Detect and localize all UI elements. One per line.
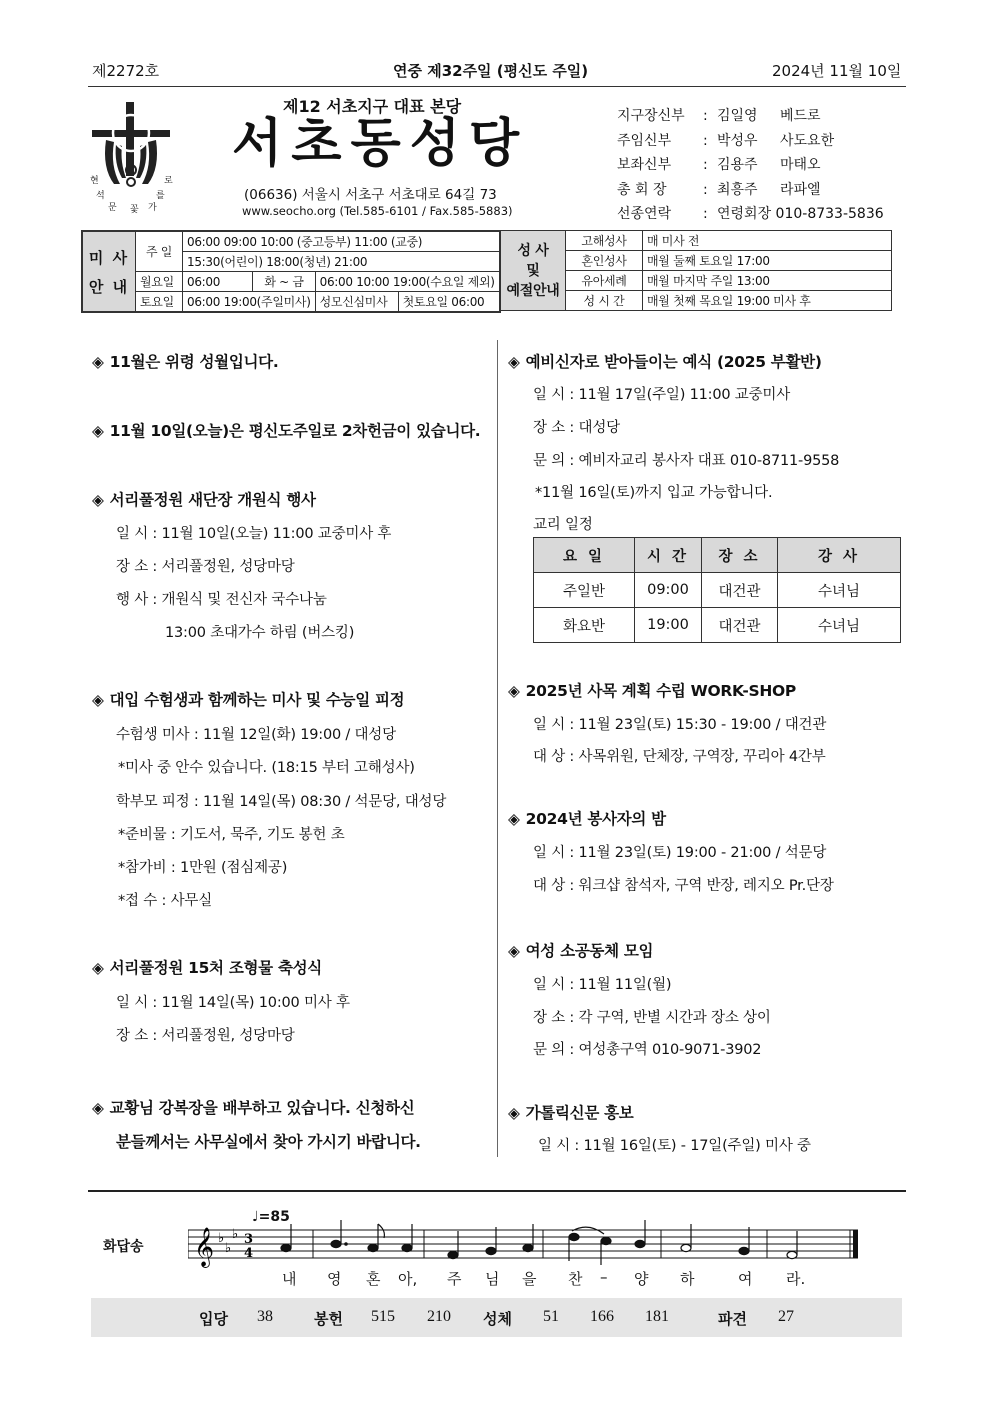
lyric-syllable: 님: [485, 1270, 500, 1288]
entrance-hymn: 38: [257, 1308, 273, 1325]
liturgy-title: 연중 제32주일 (평신도 주일): [393, 62, 589, 80]
column-divider: [497, 340, 498, 1157]
offertory-label: 봉헌: [314, 1310, 343, 1328]
staff-row: 주임신부 : 박성우 사도요한: [617, 132, 835, 149]
notice-heading: ◈ 11월 10일(오늘)은 평신도주일로 2차헌금이 있습니다.: [92, 422, 481, 440]
svg-text:𝄞: 𝄞: [194, 1227, 215, 1267]
sacrament-label: 성 사 및 예절안내: [501, 231, 566, 311]
notice-heading: ◈ 여성 소공동체 모임: [508, 942, 654, 960]
notice-heading: ◈ 서리풀정원 15처 조형물 축성식: [92, 959, 322, 977]
svg-text:4: 4: [244, 1246, 254, 1261]
lyric-syllable: 라.: [786, 1270, 806, 1288]
notice-heading: ◈ 예비신자로 받아들이는 예식 (2025 부활반): [508, 353, 822, 371]
lyric-syllable: 혼: [366, 1270, 381, 1288]
notice-heading: ◈ 11월은 위령 성월입니다.: [92, 353, 279, 371]
notice-heading: ◈ 가톨릭신문 홍보: [508, 1104, 634, 1122]
mass-label: 미 사 안 내: [82, 231, 136, 312]
staff-row: 총 회 장 : 최흥주 라파엘: [617, 181, 821, 198]
notice-heading: ◈ 2024년 봉사자의 밤: [508, 810, 666, 828]
communion-hymn: 181: [645, 1308, 669, 1325]
svg-text:♭: ♭: [218, 1231, 225, 1246]
mass-schedule-table: 미 사 안 내 주 일 06:00 09:00 10:00 (중고등부) 11:00 (교중) 15:30(어린이) 18:00(청년) 21:00 월요일 06:00 화 ~ 금 06:00 10:00 19:00(수요일 제외) 토요일 06:00 19:00(주일미사) 성모신심미사 첫토요일 06:00: [81, 230, 501, 313]
notice-heading: ◈ 대입 수험생과 함께하는 미사 및 수능일 피정: [92, 691, 405, 709]
sacrament-table: 성 사 및 예절안내 고해성사 매 미사 전 혼인성사 매월 둘째 토요일 17:00 유아세례 매월 마지막 주일 13:00 성 시 간 매월 첫째 목요일 19:00 미사 후: [500, 230, 892, 311]
svg-text:♭: ♭: [232, 1227, 239, 1242]
psalm-label: 화답송: [103, 1239, 144, 1255]
svg-text:♭: ♭: [225, 1241, 232, 1256]
staff-row: 선종연락 : 연령회장 010-8733-5836: [617, 206, 884, 222]
staff-row: 보좌신부 : 김용주 마태오: [617, 157, 821, 173]
staff-row: 지구장신부 : 김일영 베드로: [617, 108, 821, 124]
notice-heading: ◈ 교황님 강복장을 배부하고 있습니다. 신청하신: [92, 1099, 415, 1117]
catechism-schedule-table: 요 일 시 간 장 소 강 사 주일반 09:00 대건관 수녀님 화요반 19:00 대건관 수녀님: [533, 537, 901, 643]
parish-logo: 현 로 석 를 문 꽃 가: [88, 100, 174, 212]
lyric-syllable: –: [600, 1268, 608, 1286]
lyric-syllable: 양: [634, 1270, 649, 1288]
communion-hymn: 166: [590, 1308, 614, 1325]
communion-label: 성체: [483, 1310, 512, 1328]
lyric-syllable: 아,: [398, 1270, 418, 1288]
lyric-syllable: 영: [327, 1270, 342, 1288]
lyric-syllable: 주: [447, 1270, 462, 1288]
offertory-hymn: 515: [371, 1308, 395, 1325]
notice-heading: ◈ 서리풀정원 새단장 개원식 행사: [92, 491, 316, 509]
lyric-syllable: 여: [738, 1270, 753, 1288]
notice-text-bold: 분들께서는 사무실에서 찾아 가시기 바랍니다.: [116, 1133, 421, 1151]
address: (06636) 서울시 서초구 서초대로 64길 73: [244, 187, 497, 203]
communion-hymn: 51: [543, 1308, 559, 1325]
table-row: 주일반 09:00 대건관 수녀님: [534, 573, 901, 608]
masthead-subtitle: 제12 서초지구 대표 본당: [283, 97, 462, 116]
masthead-title: 서초동성당: [232, 114, 529, 174]
music-staff: [188, 1218, 863, 1268]
lyric-syllable: 하: [680, 1270, 695, 1288]
issue-date: 2024년 11월 10일: [772, 62, 902, 80]
table-row: 화요반 19:00 대건관 수녀님: [534, 608, 901, 643]
tempo-mark: ♩=85: [252, 1209, 290, 1225]
website-contact[interactable]: www.seocho.org (Tel.585-6101 / Fax.585-5883): [242, 204, 513, 218]
entrance-label: 입당: [199, 1310, 228, 1328]
lyric-syllable: 을: [522, 1270, 537, 1288]
issue-number: 제2272호: [92, 62, 160, 80]
top-divider: [88, 86, 906, 87]
offertory-hymn: 210: [427, 1308, 451, 1325]
staff-list: [617, 104, 884, 227]
dismissal-hymn: 27: [778, 1308, 794, 1325]
dismissal-label: 파견: [718, 1310, 747, 1328]
notice-heading: ◈ 2025년 사목 계획 수립 WORK-SHOP: [508, 682, 796, 700]
bottom-divider: [88, 1190, 906, 1192]
lyric-syllable: 내: [282, 1270, 297, 1288]
svg-text:3: 3: [244, 1232, 254, 1247]
lyric-syllable: 찬: [568, 1270, 583, 1288]
